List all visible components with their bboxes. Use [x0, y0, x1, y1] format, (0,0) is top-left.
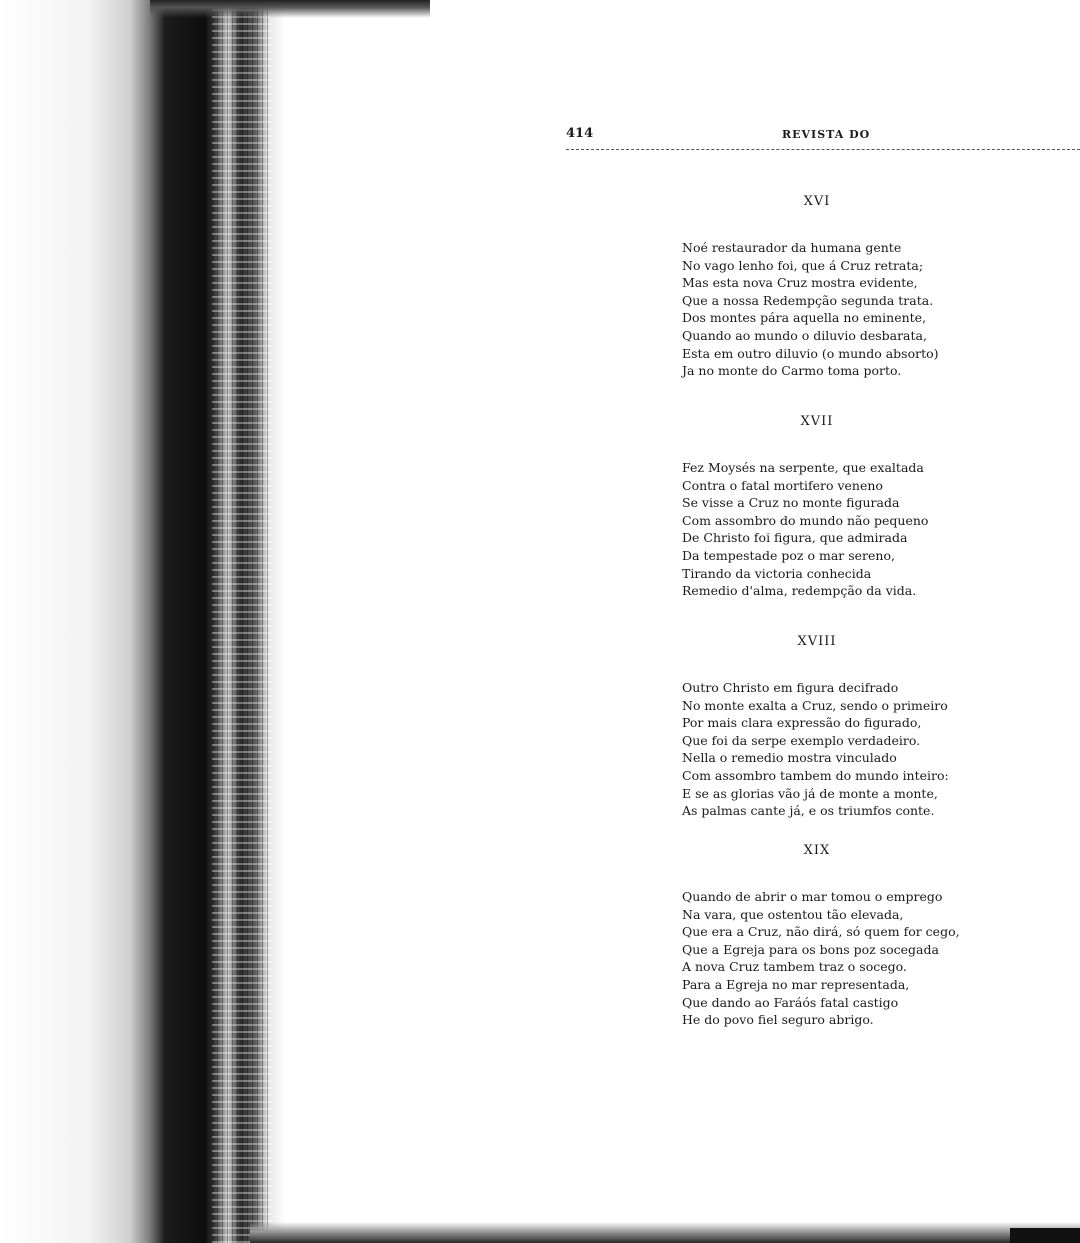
verse-line: A nova Cruz tambem traz o socego.: [682, 959, 907, 975]
verse-line: Remedio d'alma, redempção da vida.: [682, 583, 917, 599]
bottom-page-edge: [250, 1222, 1080, 1243]
stanza-lines: [682, 459, 1072, 600]
stanza-lines: [682, 679, 1072, 820]
stanza-numeral: XVII: [800, 414, 834, 429]
page-header: [566, 126, 1080, 146]
verse-line: Na vara, que ostentou tão elevada,: [682, 906, 904, 922]
verse-line: Para a Egreja no mar representada,: [682, 976, 910, 992]
verse-line: As palmas cante já, e os triumfos conte.: [682, 803, 935, 819]
verse-line: No vago lenho foi, que á Cruz retrata;: [682, 257, 924, 273]
verse-line: De Christo foi figura, que admirada: [682, 530, 908, 546]
verse-line: Esta em outro diluvio (o mundo absorto): [682, 345, 939, 361]
verse-line: Fez Moysés na serpente, que exaltada: [682, 460, 924, 475]
verse-line: No monte exalta a Cruz, sendo o primeiro: [682, 697, 948, 713]
verse-line: Que foi da serpe exemplo verdadeiro.: [682, 732, 921, 748]
verse-line: Mas esta nova Cruz mostra evidente,: [682, 275, 918, 291]
verse-line: Quando de abrir o mar tomou o emprego: [682, 889, 943, 904]
verse-line: He do povo fiel seguro abrigo.: [682, 1012, 874, 1028]
binding-texture: [212, 0, 272, 1243]
stanza-xvi: [682, 194, 1072, 380]
verse-line: Com assombro tambem do mundo inteiro:: [682, 767, 949, 783]
right-corner-shadow: [1010, 1228, 1080, 1243]
verse-line: Noé restaurador da humana gente: [682, 240, 902, 255]
verse-line: Se visse a Cruz no monte figurada: [682, 495, 900, 511]
verse-line: Com assombro do mundo não pequeno: [682, 512, 929, 528]
verse-line: Dos montes pára aquella no eminente,: [682, 310, 927, 326]
verse-line: Quando ao mundo o diluvio desbarata,: [682, 327, 927, 343]
verse-line: Que a nossa Redempção segunda trata.: [682, 292, 934, 308]
stanza-xvii: [682, 414, 1072, 600]
verse-line: Tirando da victoria conhecida: [682, 565, 872, 581]
verse-line: Que a Egreja para os bons poz socegada: [682, 941, 939, 957]
verse-line: E se as glorias vão já de monte a monte,: [682, 785, 938, 801]
stanza-numeral: XIX: [803, 843, 831, 858]
top-page-shadow: [150, 0, 430, 18]
verse-line: Que era a Cruz, não dirá, só quem for cego,: [682, 924, 960, 940]
page-number: 414: [566, 126, 594, 141]
verse-line: Ja no monte do Carmo toma porto.: [682, 363, 902, 379]
verse-line: Que dando ao Faráós fatal castigo: [682, 994, 899, 1010]
stanza-lines: [682, 888, 1072, 1029]
stanza-xix: [682, 843, 1072, 1029]
stanza-xviii: [682, 634, 1072, 820]
verse-line: Por mais clara expressão do figurado,: [682, 715, 922, 731]
running-head: REVISTA DO: [782, 128, 871, 141]
verse-line: Da tempestade poz o mar sereno,: [682, 547, 895, 563]
stanza-numeral: XVI: [803, 194, 831, 209]
verse-line: Nella o remedio mostra vinculado: [682, 750, 897, 766]
verse-line: Outro Christo em figura decifrado: [682, 680, 899, 695]
header-rule: [566, 149, 1080, 150]
verse-line: Contra o fatal mortifero veneno: [682, 477, 883, 493]
stanza-lines: [682, 239, 1072, 380]
stanza-numeral: XVIII: [797, 634, 837, 649]
